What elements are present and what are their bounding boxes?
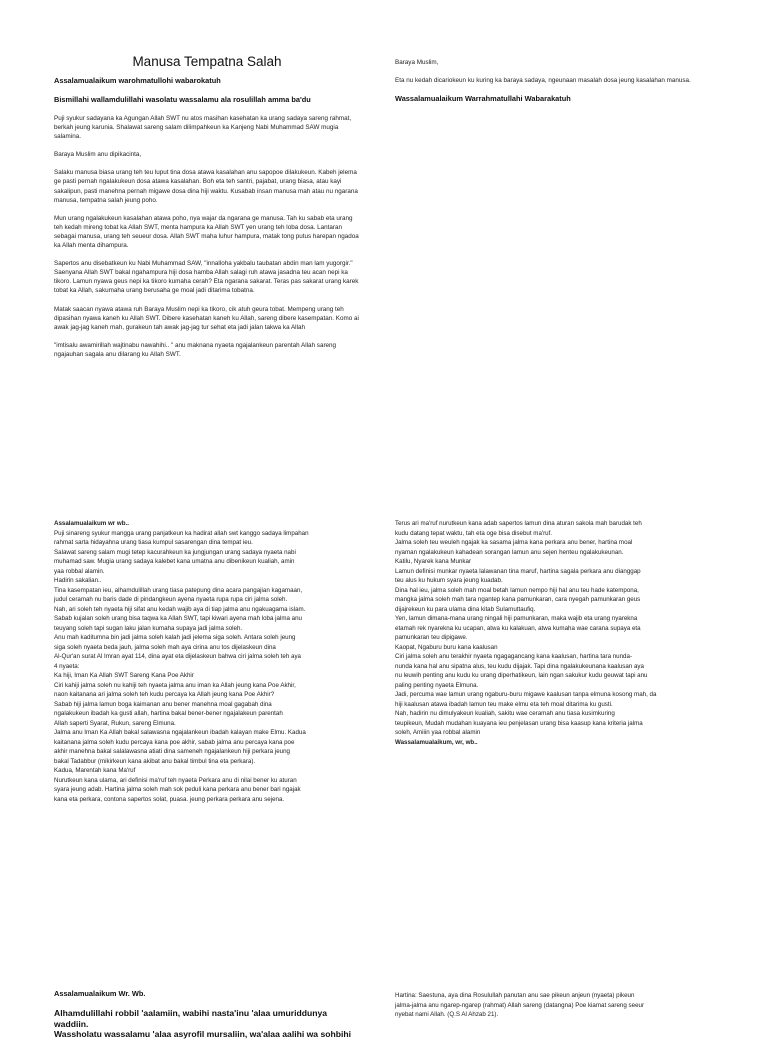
text-line: ngalakukeun ibadah ka gusti allah, hartina bakal bener-bener ngajalakeun parentah	[54, 710, 283, 717]
text-line: Jalma anu Iman Ka Allah bakal salawasna ngajalankeun ibadah kalayan make Elmu. Kadua	[54, 729, 306, 736]
paragraph: Mun urang ngalakukeun kasalahan atawa poho, nya wajar da ngarana ge manusa. Tah ku sabab eta urang teh kedah mireng tobat ka Allah SWT, menta hampura ka Allah SWT yen urang teh loba dosa. Lantaran sebagai manusa, urang teh seueur dosa. Allah SWT maha luhur hampura, matak tong putus harepan ngadoa ka Allah menta dihampura.	[54, 214, 359, 250]
text-line: akhir manehna bakal salalawasna atiati dina sameneh ngajalankeun hiji perkara jeung	[54, 748, 290, 755]
text-line: kudu datang tepat waktu, tah eta oge bisa disebut ma'ruf.	[395, 529, 553, 537]
text-line: Hartina: Saestuna, aya dina Rosulullah panutan anu sae pikeun anjeun (nyaeta) pikeun	[395, 992, 635, 999]
paragraph: "imtisalu awamirillah wajtinabu nawahihi.. " anu maknana nyaeta ngajalankeun parentah Allah sareng ngajauhan sagala anu dilarang ku Allah SWT.	[54, 341, 337, 358]
text-line: kaitanana jalma soleh kudu percaya kana poe akhir, sabab jalma anu percaya kana poe	[54, 738, 295, 746]
text-line: nyaman ngalakukeun kahadean sorangan lamun anu sejen henteu ngalakukeunan.	[395, 548, 624, 556]
greeting-heading: Assalamualaikum Wr. Wb.	[54, 989, 146, 998]
paragraph: Sapertos anu disebatkeun ku Nabi Muhammad SAW, "innalloha yakbalu taubatan abdin man lam yugorgir." Saenyana Allah SWT bakal ngahampura hiji dosa hamba Allah salagi ruh atawa jasadna teu acan nepi ka tikoro. Lamun nyawa geus nepi ka tikoro kumaha cerah? Eta ngarana sakarat. Teras pas sakarat urang karek tobat ka Allah, sakumaha urang berusaha ge moal jadi ditarima tobatna.	[54, 260, 359, 295]
paragraph: Salaku manusa biasa urang teh teu luput tina dosa atawa kasalahan anu sapopoe dilakukeun. Kabeh jelema ge pasti pernah ngalakukeun dosa atawa kasalahan. Boh eta teh santri, pajabat, urang biasa, atau kayi sakalipun, pasti manehna pernah migawe dosa dina hiji waktu. Kusabab insan manusa mah atau nu ngarana manusa, tempatna salah jeung poho.	[54, 169, 358, 204]
text-line: Terus ari ma'ruf nurutkeun kana adab sapertos lamun dina aturan sakola mah barudak teh	[395, 520, 642, 527]
text-line: Puji sinareng syukur mangga urang panjatkeun ka hadirat allah swt kanggo sadaya limpahan	[54, 529, 309, 537]
text-line: Anu mah kaditumna bin jadi jalma soleh kalah jadi jelema siga soleh. Antara soleh jeung	[54, 634, 296, 641]
text-line: nyebat nami Allah. (Q.S Al Ahzab 21).	[395, 1011, 499, 1018]
text-line: Yen, lamun dimana-mana urang ningali hiji pamunkaran, maka wajib eta urang nyarekna	[395, 615, 638, 622]
closing-heading: Wassalamualaikum Warrahmatullahi Wabarakatuh	[395, 94, 571, 104]
text-line: soleh, Amiiin yaa robbal alamin	[395, 729, 481, 736]
text-line: jalma-jalma anu ngarep-ngarep (rahmat) Allah sareng (datangna) Poe kiamat sareng seeur	[395, 1001, 645, 1009]
closing-heading: Wassalamualaikum, wr, wb..	[395, 738, 478, 746]
text-line: bakal Tadabbur (mikirkeun kana akibat anu bakal timbul tina eta perkara).	[54, 757, 256, 765]
text-line: syara jeung adab. Hartina jalma soleh mah sok peduli kana perkara anu bener bari ngajak	[54, 786, 301, 793]
text-line: teupikeun, Mudah mudahan kuayana ieu penjelasan urang bisa kaasup kana kriteria jalma	[395, 719, 643, 727]
text-line: Katilu, Nyarek kana Munkar	[395, 558, 472, 565]
basmalah-heading: Bismillahi wallamdulillahi wasolatu wassalamu ala rosulillah amma ba'du	[54, 95, 311, 104]
arabic-opening-line: Alhamdulillahi robbil 'aalamiin, wabihi nasta'inu 'alaa umuriddunya waddiin.	[54, 1008, 328, 1029]
text-line: Jadi, percuma wae lamun urang ngaburu-buru migawe kaalusan tanpa elmuna kosong mah, da	[395, 691, 657, 698]
text-line: Tina kasempatan ieu, alhamdulillah urang tiasa patepung dina acara pangajian kagamaan,	[54, 586, 303, 594]
text-line: nunda kana hal anu sipatna alus, teu kudu dijajak. Tapi dina ngalakukeunana kaalusan aya	[395, 662, 644, 670]
paragraph: Baraya Muslim,	[395, 59, 439, 66]
text-line: Kadua, Marentah kana Ma'ruf	[54, 767, 136, 774]
text-line: kana eta perkara, contona sapertos solat, puasa. jeung perkara perkara anu sejena.	[54, 795, 285, 803]
text-line: Salawat sareng salam mugi tetep kacurahkeun ka jungjungan urang sadaya nyaeta nabi	[54, 548, 296, 556]
text-line: judul ceramah nu baris dade di pindangkeun ayena nyaeta rupa rupa ciri jalma soleh.	[54, 596, 288, 603]
page-title: Manusa Tempatna Salah	[132, 54, 282, 69]
text-line: Allah saperti Syarat, Rukun, sareng Elmuna.	[54, 719, 176, 727]
text-line: rahmat sarta hidayahna urang tiasa kumpul sasarengan dina tempat ieu.	[54, 539, 253, 546]
text-line: mangka jalma soleh mah tara ngantep kana pamunkaran, cara nyegah pamunkaran geus	[395, 596, 641, 603]
text-line: Sabab hiji jalma lamun boga kaimanan anu bener manehna moal gagabah dina	[54, 700, 272, 708]
paragraph: Puji syukur sadayana ka Agungan Allah SWT nu atos masihan kasehatan ka urang sadaya sareng rahmat, berkah jeung karunia. Shalawat sareng salam dilimpahkeun ka Kanjeng Nabi Muhammad SAW mugia salamina.	[54, 115, 352, 141]
section2-left-column	[54, 519, 360, 804]
paragraph: Eta nu kedah dicariokeun ku kuring ka baraya sadaya, ngeunaan masalah dosa jeung kasalahan manusa.	[395, 77, 691, 85]
section3-right-column	[395, 991, 713, 1020]
text-line: Lamun definisi munkar nyaeta lalawanan tina maruf, hartina sagala perkara anu dianggap	[395, 567, 641, 575]
paragraph: Matak saacan nyawa atawa ruh Baraya Muslim nepi ka tikoro, cik atuh geura tobat. Mempeng urang teh dipasihan nyawa kaneh ku Allah SWT. Dibere kasehatan kaneh ku Allah, sareng dibere kasempatan. Komo ai awak jag-jag kaneh mah, gurakeun tah awak jag-jag tur sehat eta jadi jalan takwa ka Allah	[54, 305, 359, 331]
text-line: Al-Qur'an surat Al Imran ayat 114, dina ayat eta dijelaskeun bahwa ciri jalma soleh teh aya	[54, 653, 301, 660]
section1-right-column	[395, 58, 713, 113]
text-line: Hadirin sakalian..	[54, 577, 102, 584]
text-line: yaa robbal alamin.	[54, 567, 105, 575]
section3-left-column	[54, 989, 360, 1040]
greeting-heading: Assalamualaikum wr wb..	[54, 520, 129, 527]
text-line: paling penting nyaeta Elmuna.	[395, 681, 479, 689]
text-line: Nurutkeun kana ulama, ari definisi ma'ruf teh nyaeta Perkara anu di nilai bener ku aturan	[54, 776, 297, 784]
text-line: naon kaitanana ari jalma soleh teh kudu percaya ka Allah jeung kana Poe Akhir?	[54, 691, 275, 698]
text-line: Kaopat, Ngaburu buru kana kaalusan	[395, 643, 498, 651]
text-line: Nah, hadirin nu dimulyakeun kualiah, sakitu wae ceramah anu tiasa kusimkuring	[395, 710, 615, 717]
text-line: Dina hal ieu, jalma soleh mah moal betah lamun nempo hiji hal anu teu hade katempona,	[395, 586, 639, 594]
text-line: Ciri kahiji jalma soleh nu kahiji teh nyaeta jalma anu iman ka Allah jeung kana Poe Akhir,	[54, 681, 296, 689]
text-line: nu leuwih penting anu kudu ku urang diperhatikeun, lain ngan sakukur kudu geuwat tapi anu	[395, 672, 648, 679]
text-line: muhamad saw. Mugia urang sadaya kalebet kana umatna anu dibenikeun kualiah, amin	[54, 558, 295, 565]
text-line: dijajrekeun ku para ulama dina kitab Sulamuttaufiq.	[395, 605, 536, 613]
text-line: pamunkaran teu dipigawe.	[395, 634, 468, 641]
text-line: Ka hiji, Iman Ka Allah SWT Sareng Kana Poe Akhir	[54, 672, 194, 679]
greeting-heading: Assalamualaikum warohmatullohi wabarokatuh	[54, 76, 221, 85]
text-line: 4 nyaeta:	[54, 662, 80, 670]
text-line: Jalma soleh teu weuleh ngajak ka sasama jalma kana perkara anu bener, hartina moal	[395, 539, 633, 546]
section1-left-column	[54, 54, 360, 368]
section2-right-column	[395, 519, 713, 747]
text-line: siga soleh nyaeta beda jauh, jalma soleh mah aya cirina anu tos dijelaskeun dina	[54, 643, 276, 651]
text-line: Sabab kujalan soleh urang bisa taqwa ka Allah SWT, tapi kiwari ayena mah loba jalma anu	[54, 615, 302, 622]
text-line: Nah, ari soleh teh nyaeta hiji sifat anu kedah wajib aya di tiap jalma anu ngakuagama islam.	[54, 605, 306, 613]
text-line: hiji kaalusan atawa ibadah lamun teu make elmu eta teh moal ditarima ku gusti.	[395, 700, 613, 708]
text-line: teu alus ku hukum syara jeung kuadab.	[395, 577, 503, 584]
text-line: Ciri jalma soleh anu terakhir nyaeta ngagagancang kana kaalusan, hartina tara nunda-	[395, 653, 632, 660]
text-line: teuyang soleh tapi sugan laku jalan kumaha supaya jadi jalma soleh.	[54, 624, 243, 632]
paragraph: Baraya Muslim anu dipikacinta,	[54, 151, 142, 159]
text-line: etamah rek nyarekna ku ucapan, atwa ku kalakuan, atwa kumaha wae carana supaya eta	[395, 624, 641, 632]
arabic-opening-line: Wassholatu wassalamu 'alaa asyrofil mursaliin, wa'alaa aalihi wa sohbihi	[54, 1029, 352, 1039]
